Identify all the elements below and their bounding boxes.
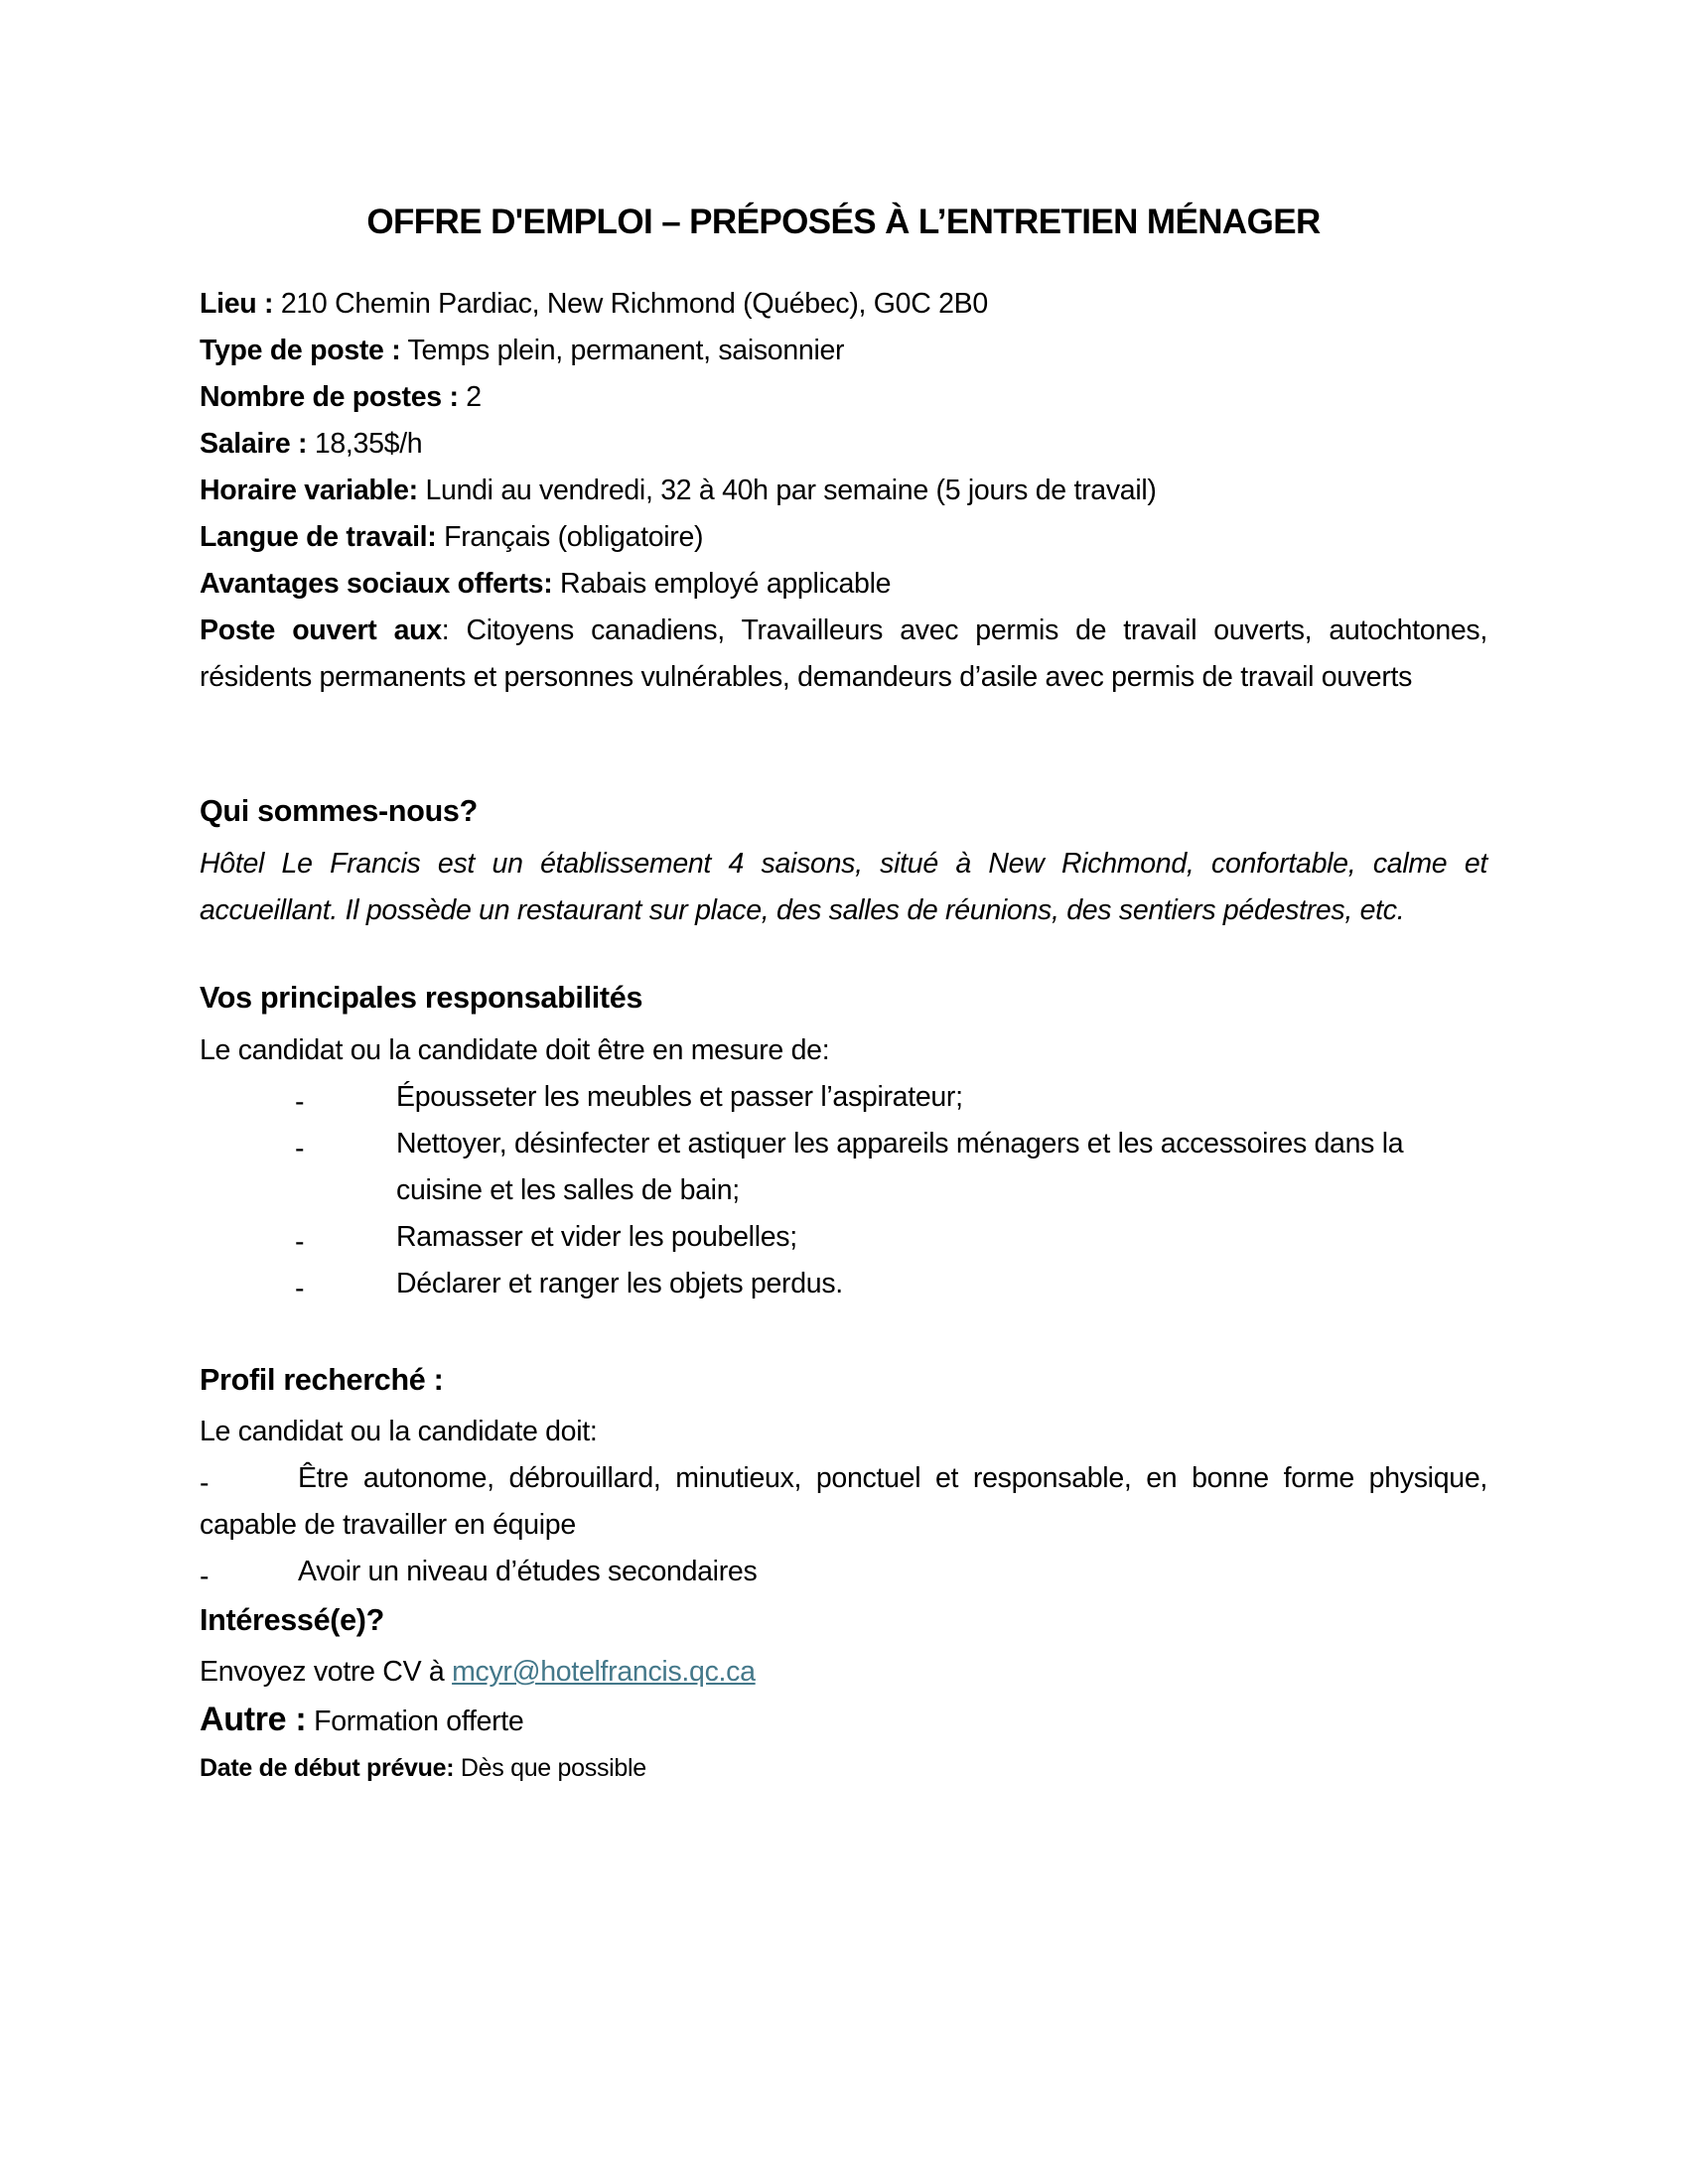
- detail-label: Type de poste :: [200, 335, 401, 366]
- detail-value: 210 Chemin Pardiac, New Richmond (Québec), G0C 2B0: [273, 288, 988, 320]
- detail-value: Temps plein, permanent, saisonnier: [400, 335, 845, 366]
- detail-positions: [200, 374, 482, 421]
- other-line: [200, 1697, 523, 1745]
- detail-label: Salaire :: [200, 428, 308, 460]
- page-title: OFFRE D'EMPLOI – PRÉPOSÉS À L’ENTRETIEN MÉNAGER: [366, 203, 1321, 241]
- list-item: Déclarer et ranger les objets perdus.: [396, 1268, 843, 1299]
- contact-heading: Intéressé(e)?: [200, 1603, 384, 1637]
- bullet-dash: -: [200, 1561, 210, 1592]
- detail-value: : Citoyens canadiens, Travailleurs avec permis de travail ouverts, autochtones, résidents permanents et personnes vulnérables, demandeurs d’asile avec permis de travail ouverts: [200, 614, 1487, 693]
- detail-open-to: [200, 608, 1487, 701]
- detail-label: Nombre de postes :: [200, 381, 459, 413]
- detail-value: Français (obligatoire): [436, 521, 704, 553]
- email-link[interactable]: mcyr@hotelfrancis.qc.ca: [452, 1656, 756, 1688]
- start-date-label: Date de début prévue:: [200, 1754, 455, 1782]
- detail-job-type: [200, 328, 844, 374]
- detail-schedule: [200, 468, 1157, 514]
- list-item: Avoir un niveau d’études secondaires: [298, 1556, 758, 1587]
- start-date-value: Dès que possible: [454, 1754, 646, 1782]
- detail-value: Lundi au vendredi, 32 à 40h par semaine (5 jours de travail): [417, 475, 1157, 506]
- list-item: Nettoyer, désinfecter et astiquer les appareils ménagers et les accessoires dans la cuisine et les salles de bain;: [396, 1128, 1404, 1206]
- detail-label: Poste ouvert aux: [200, 614, 442, 646]
- responsibilities-intro: Le candidat ou la candidate doit être en mesure de:: [200, 1034, 830, 1066]
- detail-label: Lieu :: [200, 288, 274, 320]
- detail-label: Avantages sociaux offerts:: [200, 568, 553, 600]
- detail-label: Horaire variable:: [200, 475, 418, 506]
- bullet-dash: -: [295, 1133, 305, 1164]
- detail-benefits: [200, 561, 891, 608]
- detail-value: 2: [458, 381, 482, 413]
- profile-heading: Profil recherché :: [200, 1363, 444, 1397]
- bullet-dash: -: [295, 1273, 305, 1304]
- responsibilities-heading: Vos principales responsabilités: [200, 981, 643, 1015]
- start-date-line: [200, 1745, 646, 1792]
- contact-text: Envoyez votre CV à: [200, 1656, 453, 1688]
- other-label: Autre :: [200, 1701, 307, 1738]
- list-item: Être autonome, débrouillard, minutieux, ponctuel et responsable, en bonne forme physique, capable de travailler en équipe: [200, 1462, 1487, 1541]
- detail-label: Langue de travail:: [200, 521, 437, 553]
- about-text: Hôtel Le Francis est un établissement 4 saisons, situé à New Richmond, confortable, calme et accueillant. Il possède un restaurant sur place, des salles de réunions, des sentiers pédestres, etc.: [200, 848, 1487, 926]
- list-item: Ramasser et vider les poubelles;: [396, 1221, 797, 1253]
- profile-intro: Le candidat ou la candidate doit:: [200, 1416, 598, 1447]
- detail-value: 18,35$/h: [307, 428, 423, 460]
- contact-line: [200, 1649, 756, 1696]
- detail-salary: [200, 421, 422, 468]
- detail-location: [200, 281, 988, 328]
- other-value: Formation offerte: [306, 1706, 524, 1737]
- bullet-dash: -: [200, 1467, 210, 1499]
- detail-language: [200, 514, 703, 561]
- list-item: Épousseter les meubles et passer l’aspirateur;: [396, 1081, 963, 1113]
- about-heading: Qui sommes-nous?: [200, 794, 478, 828]
- bullet-dash: -: [295, 1086, 305, 1118]
- detail-value: Rabais employé applicable: [552, 568, 892, 600]
- bullet-dash: -: [295, 1226, 305, 1258]
